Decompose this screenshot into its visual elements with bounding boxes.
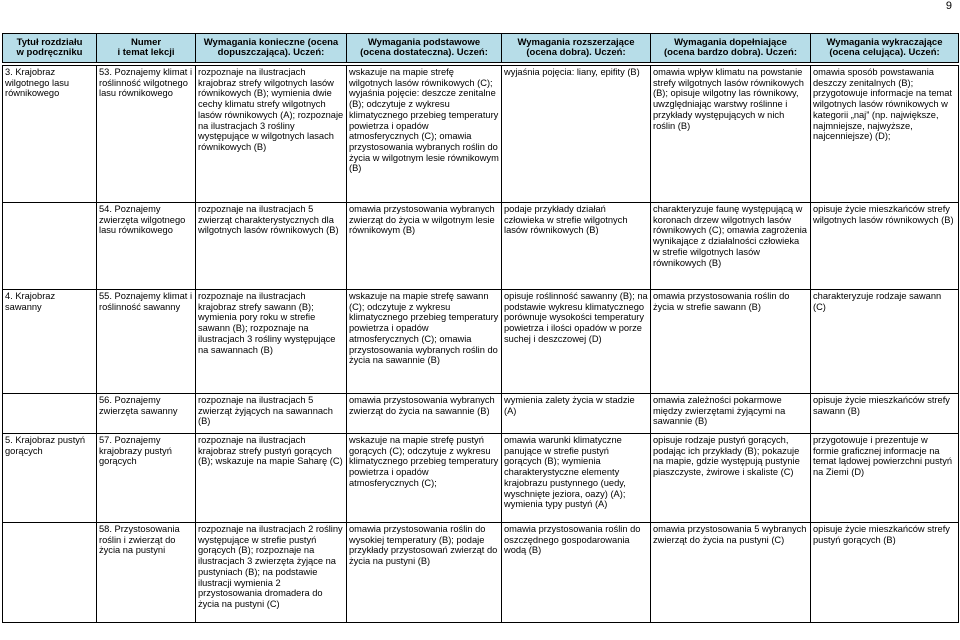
chapter-cell: 4. Krajobraz sawanny [3, 290, 97, 394]
requirement-cell: rozpoznaje na ilustracjach 5 zwierząt żyjących na sawannach (B) [196, 394, 347, 434]
requirement-cell: opisuje życie mieszkańców strefy sawann (B) [811, 394, 959, 434]
chapter-cell: 3. Krajobraz wilgotnego lasu równikowego [3, 66, 97, 203]
header-required: Wymagania konieczne (ocena dopuszczająca). Uczeń: [196, 34, 347, 63]
requirement-cell: rozpoznaje na ilustracjach krajobraz strefy sawann (B); wymienia pory roku w strefie sawann (B); rozpoznaje na ilustracjach 3 rośliny występujące na sawannach (B) [196, 290, 347, 394]
requirement-cell: wskazuje na mapie strefę sawann (C); odczytuje z wykresu klimatycznego przebieg temperatury powietrza i opadów atmosferycznych (C); omawia przystosowania wybranych roślin do życia na sawannie (B) [347, 290, 502, 394]
requirement-cell: rozpoznaje na ilustracjach 5 zwierząt charakterystycznych dla wilgotnych lasów równikowych (B) [196, 203, 347, 290]
requirement-cell: rozpoznaje na ilustracjach 2 rośliny występujące w strefie pustyń gorących (B); rozpoznaje na ilustracjach 3 zwierzęta żyjące na pustyniach (B); na podstawie ilustracji wymienia 2 przystosowania dromadera do życia na pustyni (C) [196, 523, 347, 623]
requirement-cell: rozpoznaje na ilustracjach krajobraz strefy pustyń gorących (B); wskazuje na mapie Saharę (C) [196, 434, 347, 523]
requirement-cell: wskazuje na mapie strefę pustyń gorących (C); odczytuje z wykresu klimatycznego przebieg temperatury powietrza i opadów atmosferycznych (C); [347, 434, 502, 523]
table-row [3, 203, 959, 290]
header-lesson: Numer i temat lekcji [97, 34, 196, 63]
requirement-cell: wskazuje na mapie strefę wilgotnych lasów równikowych (C); wyjaśnia pojęcie: deszcze zenitalne (B); odczytuje z wykresu klimatycznego przebieg temperatury powietrza i opadów atmosferycznych (C); omawia przystosowania wybranych roślin do życia w wilgotnym lesie równikowym (B) [347, 66, 502, 203]
chapter-cell [3, 394, 97, 434]
lesson-cell: 53. Poznajemy klimat i roślinność wilgotnego lasu równikowego [97, 66, 196, 203]
page-number: 9 [945, 0, 952, 12]
table-row [3, 394, 959, 434]
requirement-cell: omawia przystosowania wybranych zwierząt do życia na sawannie (B) [347, 394, 502, 434]
header-row [3, 34, 959, 63]
requirement-cell: omawia przystosowania roślin do oszczędnego gospodarowania wodą (B) [502, 523, 651, 623]
requirement-cell: opisuje życie mieszkańców strefy pustyń gorących (B) [811, 523, 959, 623]
lesson-cell: 56. Poznajemy zwierzęta sawanny [97, 394, 196, 434]
table-row [3, 66, 959, 203]
table-row [3, 290, 959, 394]
table-row [3, 434, 959, 523]
requirement-cell: wymienia zalety życia w stadzie (A) [502, 394, 651, 434]
requirement-cell: omawia przystosowania wybranych zwierząt do życia w wilgotnym lesie równikowym (B) [347, 203, 502, 290]
requirement-cell: omawia warunki klimatyczne panujące w strefie pustyń gorących (B); wymienia charakterystyczne elementy krajobrazu pustynnego (uedy, wyschnięte jeziora, oazy) (A); wymienia typy pustyń (A) [502, 434, 651, 523]
curriculum-table [2, 33, 959, 623]
requirement-cell: omawia przystosowania roślin do wysokiej temperatury (B); podaje przykłady przystosowań zwierząt do życia na pustyni (B) [347, 523, 502, 623]
lesson-cell: 58. Przystosowania roślin i zwierząt do życia na pustyni [97, 523, 196, 623]
chapter-cell: 5. Krajobraz pustyń gorących [3, 434, 97, 523]
header-exceeding: Wymagania wykraczające (ocena celująca). Uczeń: [811, 34, 959, 63]
header-extended: Wymagania rozszerzające (ocena dobra). Uczeń: [502, 34, 651, 63]
header-chapter: Tytuł rozdziału w podręczniku [3, 34, 97, 63]
header-complementary: Wymagania dopełniające (ocena bardzo dobra). Uczeń: [651, 34, 811, 63]
requirement-cell: omawia wpływ klimatu na powstanie strefy wilgotnych lasów równikowych (B); opisuje wilgotny las równikowy, uwzględniając warstwy roślinne i przykłady występujących w nich roślin (B) [651, 66, 811, 203]
header-basic: Wymagania podstawowe (ocena dostateczna). Uczeń: [347, 34, 502, 63]
requirement-cell: omawia sposób powstawania deszczy zenitalnych (B); przygotowuje informacje na temat wilgotnych lasów równikowych w kategorii „naj” (np. największe, najmniejsze, najwyższe, najcenniejsze) (D); [811, 66, 959, 203]
requirement-cell: przygotowuje i prezentuje w formie graficznej informacje na temat lądowej powierzchni pustyń na Ziemi (D) [811, 434, 959, 523]
requirement-cell: omawia zależności pokarmowe między zwierzętami żyjącymi na sawannie (B) [651, 394, 811, 434]
table-row [3, 523, 959, 623]
requirement-cell: omawia przystosowania roślin do życia w strefie sawann (B) [651, 290, 811, 394]
requirement-cell: podaje przykłady działań człowieka w strefie wilgotnych lasów równikowych (B) [502, 203, 651, 290]
requirement-cell: opisuje roślinność sawanny (B); na podstawie wykresu klimatycznego porównuje wysokości temperatury powietrza i ilości opadów w porze suchej i deszczowej (D) [502, 290, 651, 394]
chapter-cell [3, 523, 97, 623]
requirement-cell: omawia przystosowania 5 wybranych zwierząt do życia na pustyni (C) [651, 523, 811, 623]
requirement-cell: opisuje rodzaje pustyń gorących, podając ich przykłady (B); pokazuje na mapie, gdzie występują pustynie piaszczyste, żwirowe i skaliste (C) [651, 434, 811, 523]
lesson-cell: 54. Poznajemy zwierzęta wilgotnego lasu równikowego [97, 203, 196, 290]
requirement-cell: opisuje życie mieszkańców strefy wilgotnych lasów równikowych (B) [811, 203, 959, 290]
requirement-cell: charakteryzuje rodzaje sawann (C) [811, 290, 959, 394]
requirement-cell: charakteryzuje faunę występującą w koronach drzew wilgotnych lasów równikowych (C); omawia zagrożenia wynikające z działalności człowieka w strefie wilgotnych lasów równikowych (B) [651, 203, 811, 290]
requirement-cell: rozpoznaje na ilustracjach krajobraz strefy wilgotnych lasów równikowych (B); wymienia dwie cechy klimatu strefy wilgotnych lasów równikowych (A); rozpoznaje na ilustracjach 3 rośliny występujące w wilgotnych lasach równikowych (B) [196, 66, 347, 203]
lesson-cell: 57. Poznajemy krajobrazy pustyń gorących [97, 434, 196, 523]
chapter-cell [3, 203, 97, 290]
lesson-cell: 55. Poznajemy klimat i roślinność sawanny [97, 290, 196, 394]
requirement-cell: wyjaśnia pojęcia: liany, epifity (B) [502, 66, 651, 203]
